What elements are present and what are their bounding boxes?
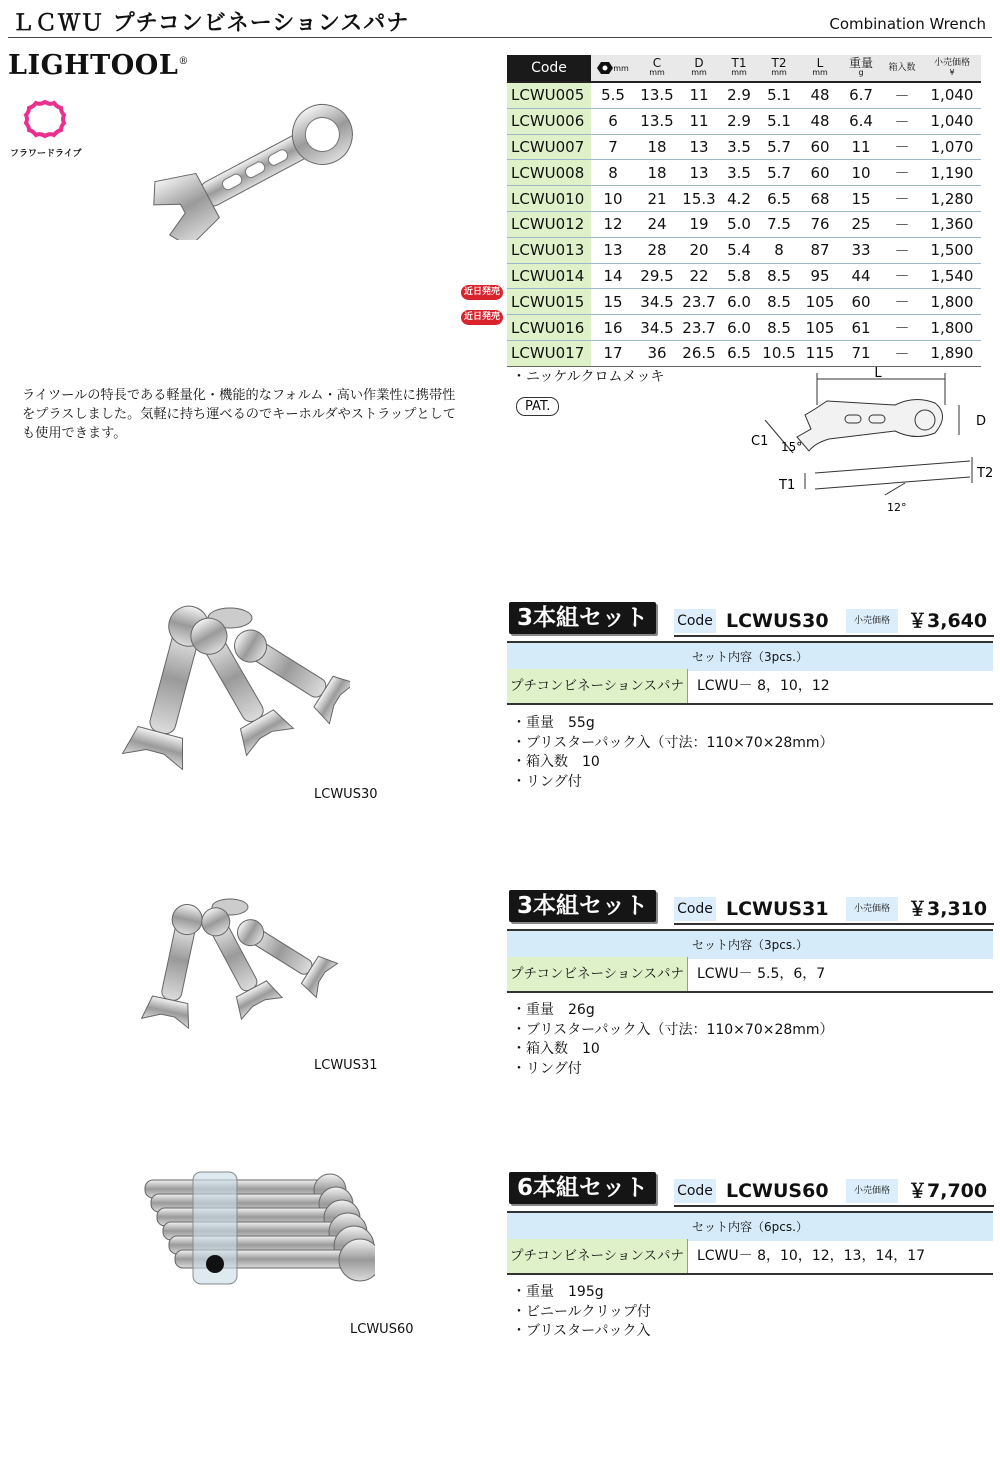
set-image-label: LCWUS60 [350,1322,414,1337]
note-box-qty: ・箱入数 10 [512,754,600,770]
spec-col-unit: ¥ [949,68,955,77]
spec-cell: 33 [841,237,881,263]
spec-table-row [507,186,981,212]
spec-table-row [507,211,981,237]
spec-cell: 36 [635,340,679,366]
spec-cell: 1,040 [923,108,981,134]
spec-cell: 1,040 [923,82,981,108]
spec-cell: 8.5 [759,289,799,315]
set-code: LCWUS31 [726,898,829,920]
spec-cell: 1,070 [923,134,981,160]
plating-note: ・ニッケルクロムメッキ [512,369,665,385]
dimension-diagram [745,365,995,520]
spec-cell-code: LCWU014 [507,263,591,289]
note-box-qty: ・箱入数 10 [512,1041,600,1057]
spec-cell: 11 [679,82,719,108]
set-notes [512,714,834,792]
spec-col-unit: mm [613,64,629,73]
spec-cell: 23.7 [679,289,719,315]
spec-cell: 25 [841,211,881,237]
spec-cell: 2.9 [719,108,759,134]
spec-table-row [507,237,981,263]
spec-table [507,55,981,367]
note-ring: ・リング付 [512,1060,582,1077]
spec-cell-code: LCWU015 [507,289,591,315]
spec-cell: 60 [799,134,841,160]
page-subtitle: Combination Wrench [829,15,986,33]
note-weight: ・重量 26g [512,1002,595,1018]
spec-cell: 10.5 [759,340,799,366]
spec-cell: 95 [799,263,841,289]
spec-cell: 60 [841,289,881,315]
set-code: LCWUS60 [726,1180,829,1202]
dim-L: L [874,366,882,381]
note-ring: ・リング付 [512,773,582,790]
spec-cell: － [881,340,923,366]
spec-cell: 60 [799,160,841,186]
spec-cell: 48 [799,82,841,108]
spec-col-unit: g [858,68,864,77]
spec-cell: 3.5 [719,134,759,160]
spec-col-header [881,55,923,82]
spec-cell: － [881,211,923,237]
spec-cell: 14 [591,263,635,289]
code-label: Code [674,897,716,921]
spec-table-row [507,340,981,366]
spec-cell: 1,890 [923,340,981,366]
code-label: Code [674,1179,716,1203]
spec-col-title: 重量 [848,56,873,70]
spec-cell: 13 [679,160,719,186]
spec-cell: 6.5 [719,340,759,366]
spec-cell: 5.0 [719,211,759,237]
set-count-badge: 3本組セット [509,890,656,922]
brand-logo [8,50,189,81]
set-contents-row [507,669,993,705]
spec-cell: 13 [591,237,635,263]
spec-cell: 5.1 [759,108,799,134]
dim-T2: T2 [977,466,994,481]
spec-cell: － [881,237,923,263]
spec-cell: 48 [799,108,841,134]
set-code: LCWUS30 [726,610,829,632]
spec-cell-code: LCWU016 [507,315,591,341]
set-price: ￥3,640 [908,610,988,632]
spec-col-unit: mm [812,68,828,77]
spec-cell: 1,280 [923,186,981,212]
spec-cell: 20 [679,237,719,263]
set-contents-row [507,1239,993,1275]
set-contents-header: セット内容（3pcs.） [507,929,993,959]
spec-cell-code: LCWU008 [507,160,591,186]
spec-cell: 15 [591,289,635,315]
spec-cell: 13 [679,134,719,160]
spec-col-title: 小売価格 [933,58,970,68]
set-code-box [674,1175,994,1207]
spec-cell: 6.0 [719,289,759,315]
set-contents-header: セット内容（6pcs.） [507,1211,993,1241]
spec-cell: 23.7 [679,315,719,341]
set-price: ￥7,700 [908,1180,988,1202]
spec-cell: 5.1 [759,82,799,108]
spec-cell: 6.5 [759,186,799,212]
contents-product-name: プチコンビネーションスパナ [507,957,688,991]
spec-table-row [507,108,981,134]
spec-cell: － [881,186,923,212]
set-image-label: LCWUS30 [314,787,378,802]
spec-table-row [507,160,981,186]
spec-col-unit: mm [649,68,665,77]
spec-col-title: D [694,56,704,70]
set-notes [512,1283,651,1342]
note-package: ・ブリスターパック入 [512,1323,651,1339]
dim-T1: T1 [779,478,796,493]
spec-col-code: Code [507,55,591,82]
spec-cell: 10 [841,160,881,186]
spec-col-hex-size [591,55,635,82]
spec-cell: 61 [841,315,881,341]
spec-col-header [923,55,981,82]
spec-cell: － [881,160,923,186]
price-label: 小売価格 [846,1179,898,1203]
set-code-box [674,893,994,925]
set-image-lcwus30 [120,596,350,776]
patent-badge: PAT. [516,397,559,416]
spec-cell: 21 [635,186,679,212]
spec-col-header [635,55,679,82]
spec-cell: 4.2 [719,186,759,212]
spec-cell: 5.7 [759,160,799,186]
contents-sizes: LCWU－ 5.5，6，7 [697,966,826,982]
note-weight: ・重量 55g [512,715,595,731]
dim-D: D [976,414,987,429]
spec-cell: 6 [591,108,635,134]
brand-name: LIGHTOOL [8,50,179,81]
spec-col-title: C [652,56,662,70]
registered-mark: ® [178,56,189,67]
spec-col-unit: mm [731,68,747,77]
spec-cell: 34.5 [635,315,679,341]
product-description: ライツールの特長である軽量化・機能的なフォルム・高い作業性に携帯性をプラスしました。気軽に持ち運べるのでキーホルダやストラップとしても使用できます。 [22,388,456,441]
set-price: ￥3,310 [908,898,988,920]
spec-cell: － [881,263,923,289]
price-label: 小売価格 [846,609,898,633]
dim-angle-15: 15° [781,440,803,454]
spec-cell: 1,360 [923,211,981,237]
set-image-lcwus31 [140,893,340,1033]
spec-cell: 8.5 [759,315,799,341]
dim-angle-12: 12° [887,501,907,514]
flower-drive-icon [20,94,70,144]
spec-cell: 15 [841,186,881,212]
contents-sizes: LCWU－ 8，10，12，13，14，17 [697,1248,926,1264]
spec-cell: 6.7 [841,82,881,108]
spec-cell: 5.7 [759,134,799,160]
spec-cell: － [881,315,923,341]
spec-cell: 8 [759,237,799,263]
contents-product-name: プチコンビネーションスパナ [507,669,688,703]
set-count-badge: 6本組セット [509,1172,656,1204]
spec-cell-code: LCWU013 [507,237,591,263]
spec-cell-code: LCWU005 [507,82,591,108]
spec-cell-code: LCWU006 [507,108,591,134]
hex-nut-icon [597,61,613,75]
spec-col-header [679,55,719,82]
spec-cell: 87 [799,237,841,263]
spec-col-unit: mm [771,68,787,77]
spec-cell: 105 [799,315,841,341]
spec-cell: 7.5 [759,211,799,237]
spec-cell: 16 [591,315,635,341]
spec-cell: 1,190 [923,160,981,186]
spec-cell: 26.5 [679,340,719,366]
spec-cell: 105 [799,289,841,315]
spec-cell: 11 [841,134,881,160]
note-weight: ・重量 195g [512,1284,604,1300]
spec-cell: 8 [591,160,635,186]
spec-col-header [799,55,841,82]
note-package: ・ブリスターパック入（寸法：110×70×28mm） [512,734,834,751]
spec-cell: 7 [591,134,635,160]
spec-col-header [841,55,881,82]
coming-soon-badge: 近日発売 [461,285,503,300]
set-image-lcwus60 [105,1160,375,1290]
spec-table-row [507,134,981,160]
spec-cell: 44 [841,263,881,289]
spec-cell: 10 [591,186,635,212]
set-contents-row [507,957,993,993]
spec-cell: 29.5 [635,263,679,289]
spec-table-row [507,82,981,108]
note-package: ・ブリスターパック入（寸法：110×70×28mm） [512,1021,834,1038]
wrench-product-image [140,90,390,240]
spec-cell: 5.8 [719,263,759,289]
spec-cell: 1,500 [923,237,981,263]
spec-cell: 19 [679,211,719,237]
spec-cell-code: LCWU012 [507,211,591,237]
spec-cell: 8.5 [759,263,799,289]
spec-cell: 68 [799,186,841,212]
set-image-label: LCWUS31 [314,1058,378,1073]
spec-col-unit: mm [691,68,707,77]
spec-cell-code: LCWU017 [507,340,591,366]
spec-cell: 12 [591,211,635,237]
spec-cell: 18 [635,160,679,186]
spec-cell-code: LCWU010 [507,186,591,212]
spec-cell: 76 [799,211,841,237]
coming-soon-badge: 近日発売 [461,310,503,325]
spec-cell-code: LCWU007 [507,134,591,160]
spec-cell: 1,540 [923,263,981,289]
set-count-badge: 3本組セット [509,602,656,634]
contents-product-name: プチコンビネーションスパナ [507,1239,688,1273]
page-title: ＬＣＷＵ プチコンビネーションスパナ [12,11,410,36]
spec-cell: 24 [635,211,679,237]
spec-cell: 5.5 [591,82,635,108]
price-label: 小売価格 [846,897,898,921]
flower-drive-label: フラワードライブ [10,149,82,159]
spec-cell: 11 [679,108,719,134]
spec-cell: 17 [591,340,635,366]
set-code-box [674,605,994,637]
spec-col-title: T2 [771,56,787,70]
spec-cell: 2.9 [719,82,759,108]
spec-table-row [507,289,981,315]
spec-cell: 13.5 [635,82,679,108]
spec-cell: 6.4 [841,108,881,134]
title-divider [8,37,992,38]
spec-cell: 28 [635,237,679,263]
code-label: Code [674,609,716,633]
spec-cell: 1,800 [923,289,981,315]
spec-col-header [759,55,799,82]
spec-col-title: T1 [731,56,747,70]
spec-cell: 18 [635,134,679,160]
set-contents-header: セット内容（3pcs.） [507,641,993,671]
spec-table-row [507,315,981,341]
spec-cell: 13.5 [635,108,679,134]
spec-cell: － [881,289,923,315]
spec-cell: 6.0 [719,315,759,341]
spec-cell: － [881,82,923,108]
spec-col-title: L [816,56,824,70]
spec-cell: 71 [841,340,881,366]
spec-cell: － [881,108,923,134]
spec-cell: 5.4 [719,237,759,263]
spec-cell: 34.5 [635,289,679,315]
dim-C1: C1 [751,434,769,449]
spec-table-body [507,82,981,366]
spec-col-header [719,55,759,82]
spec-cell: 1,800 [923,315,981,341]
spec-col-title: 箱入数 [888,63,916,73]
note-clip: ・ビニールクリップ付 [512,1303,651,1320]
contents-sizes: LCWU－ 8，10，12 [697,678,830,694]
spec-cell: 15.3 [679,186,719,212]
spec-cell: 3.5 [719,160,759,186]
spec-cell: 115 [799,340,841,366]
spec-cell: 22 [679,263,719,289]
spec-table-row [507,263,981,289]
spec-table-header [507,55,981,82]
set-notes [512,1001,834,1079]
spec-cell: － [881,134,923,160]
